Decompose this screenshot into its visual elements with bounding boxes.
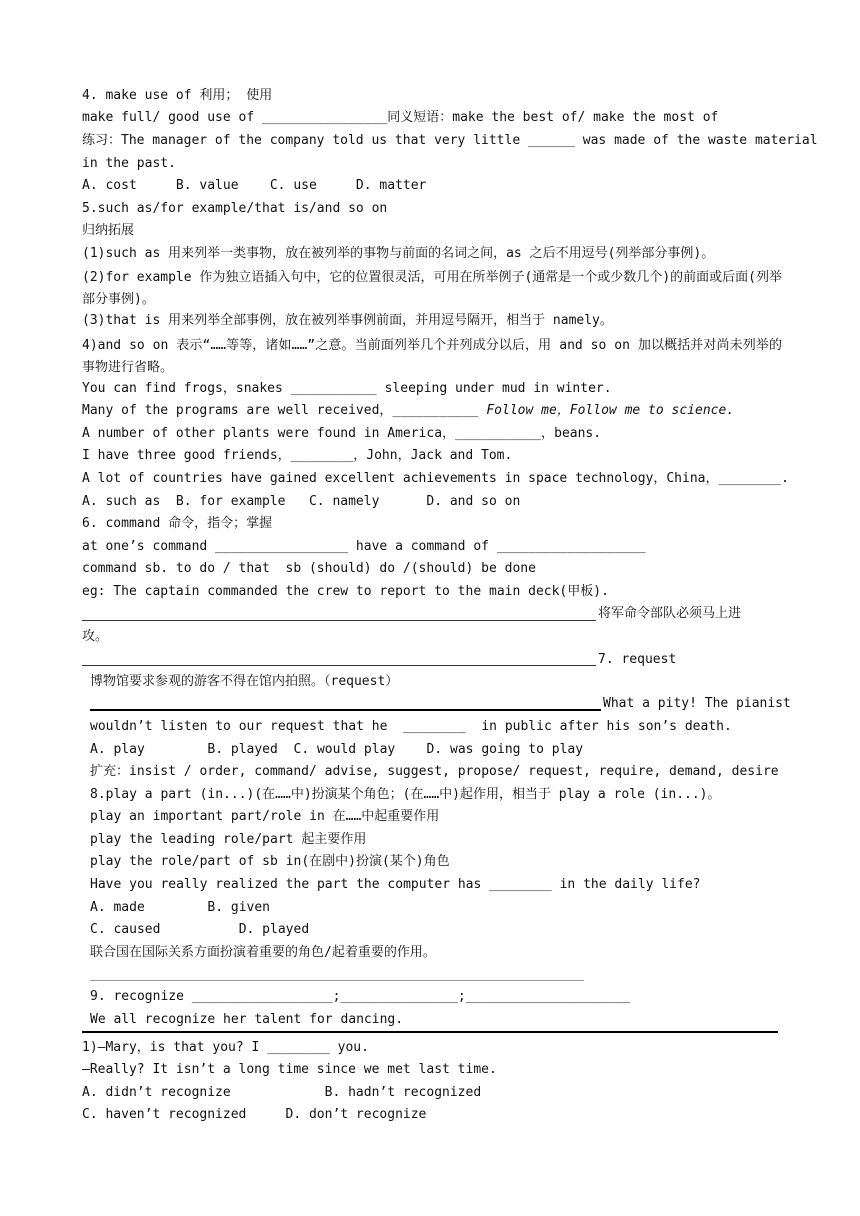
item9-title: 9. recognize __________________;_______________;_____________________ [90, 989, 631, 1004]
section-divider [82, 1031, 778, 1033]
item5-example2 [82, 402, 782, 420]
item5-rule1: (1)such as 用来列举一类事物，放在被列举的事物与前面的名词之间，as 之后不用逗号(列举部分事例)。 [82, 246, 715, 261]
item5-example1: You can find frogs，snakes ___________ sleeping under mud in winter. [82, 381, 612, 396]
item5-example2-text: Many of the programs are well received，___________ [82, 403, 487, 418]
item7-translate: 博物馆要求参观的游客不得在馆内拍照。（request） [90, 674, 399, 689]
item5-options: A. such as B. for example C. namely D. and so on [82, 494, 521, 509]
quiz1-options-ab: A. didn’t recognize B. hadn’t recognized [82, 1085, 482, 1100]
item8-options-cd: C. caused D. played [90, 922, 310, 937]
item8-question: Have you really realized the part the computer has ________ in the daily life? [90, 877, 701, 892]
item8-translate: 联合国在国际关系方面扮演着重要的角色/起着重要的作用。 [90, 945, 436, 960]
item5-summary-head: 归纳拓展 [82, 223, 135, 238]
item8-phrase1: play an important part/role in 在……中起重要作用 [90, 809, 440, 824]
item7-expand: 扩充：insist / order, command/ advise, suggest, propose/ request, require, demand, desire [90, 764, 779, 779]
item5-example3: A number of other plants were found in America，___________，beans. [82, 426, 602, 441]
item5-example4: I have three good friends，________，John，Jack and Tom. [82, 448, 513, 463]
item7-question-start: What a pity! The pianist [603, 696, 791, 711]
item4-synonym: make full/ good use of ________________同义短语：make the best of/ make the most of [82, 110, 719, 125]
item6-example: eg: The captain commanded the crew to report to the main deck(甲板). [82, 584, 609, 599]
item6-phrase2: command sb. to do / that sb (should) do /(should) be done [82, 561, 536, 576]
item6-translate-prompt: 将军命令部队必须马上进 [598, 606, 742, 621]
item4-options: A. cost B. value C. use D. matter [82, 178, 427, 193]
item5-rule2: (2)for example 作为独立语插入句中，它的位置很灵活，可用在所举例子(通常是一个或少数几个)的前面或后面(列举部分事例)。 [82, 270, 782, 307]
answer-line [82, 665, 596, 666]
item6-title: 6. command 命令，指令；掌握 [82, 516, 273, 531]
answer-line [82, 620, 596, 621]
item8-phrase2: play the leading role/part 起主要作用 [90, 832, 367, 847]
answer-line [90, 980, 584, 981]
quiz1-question: 1)—Mary，is that you? I ________ you. [82, 1040, 369, 1055]
item8-options-ab: A. made B. given [90, 900, 271, 915]
item7-options: A. play B. played C. would play D. was going to play [90, 742, 584, 757]
answer-line [90, 709, 601, 711]
item6-translate-cont: 攻。 [82, 629, 109, 644]
item4-exercise-line1: 练习：The manager of the company told us that very little ______ was made of the waste material [82, 133, 818, 148]
item9-sentence: We all recognize her talent for dancing. [90, 1012, 404, 1027]
item4-title: 4. make use of 利用； 使用 [82, 88, 273, 103]
item5-title: 5.such as/for example/that is/and so on [82, 201, 388, 216]
item8-title: 8.play a part (in...)(在……中)扮演某个角色；(在……中)起作用，相当于 play a role (in...)。 [90, 787, 721, 802]
quiz1-answer: —Really? It isn’t a long time since we met last time. [82, 1062, 497, 1077]
item6-phrase1: at one’s command _________________ have a command of ___________________ [82, 539, 646, 554]
item8-phrase3: play the role/part of sb in(在剧中)扮演(某个)角色 [90, 854, 450, 869]
item5-rule4: 4)and so on 表示“……等等，诸如……”之意。当前面列举几个并列成分以后，用 and so on 加以概括并对尚未列举的事物进行省略。 [82, 338, 782, 375]
item4-exercise-line2: in the past. [82, 156, 176, 171]
item7-question: wouldn’t listen to our request that he ________ in public after his son’s death. [90, 719, 732, 734]
quiz1-options-cd: C. haven’t recognized D. don’t recognize [82, 1107, 427, 1122]
item5-example5: A lot of countries have gained excellent achievements in space technology，China，________. [82, 471, 789, 486]
item5-rule3: (3)that is 用来列举全部事例，放在被列举事例前面，并用逗号隔开，相当于 namely。 [82, 313, 613, 328]
item5-example2-italic: Follow me，Follow me to science. [486, 403, 735, 418]
item7-title: 7. request [598, 652, 677, 667]
